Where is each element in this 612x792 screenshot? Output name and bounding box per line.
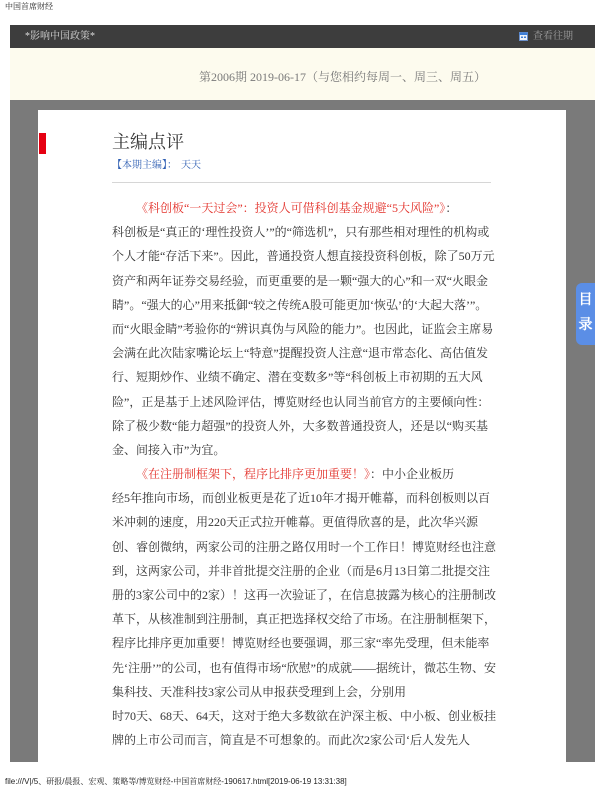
print-header-site-name: 中国首席财经 [5, 2, 53, 11]
text-line: 睛”。“强大的心”用来抵御“较之传统A股可能更加‘恢弘’的‘大起大落’”。 [112, 297, 488, 312]
text-line: 创、睿创微纳，两家公司的注册之路仅用时一个工作日！博览财经也注意 [112, 539, 497, 554]
text-line: 行、短期炒作、业绩不确定、潜在变数多”等“科创板上市初期的五大风 [112, 370, 483, 385]
text-line: 而“火眼金睛”考验你的“辨识真伪与风险的能力”。也因此，证监会主席易 [112, 321, 494, 336]
view-past-issues-label: 查看往期 [533, 31, 573, 42]
text-line: 先‘注册’”的公司，也有值得市场“欣慰”的成就——据统计，微芯生物、安 [112, 660, 496, 675]
editor-name: 天天 [181, 160, 201, 171]
editor-label: 【本期主编】： [112, 160, 177, 171]
section-title: 主编点评 [112, 132, 184, 152]
text-line: 除了极少数“能力超强”的投资人外，大多数普通投资人，还是以“购买基 [112, 418, 488, 433]
divider [112, 182, 491, 183]
text-line: 到，这两家公司，并非首批提交注册的企业（而是6月13日第二批提交注 [112, 563, 491, 578]
text-line: 会满在此次陆家嘴论坛上“特意”提醒投资人注意“退市常态化、高估值发 [112, 346, 488, 361]
calendar-icon [519, 32, 528, 41]
text-line: 革下，从核准制到注册制，真正把选择权交给了市场。在注册制框架下， [112, 612, 497, 627]
text-line: 时70天、68天、64天，这对于绝大多数欲在沪深主板、中小板、创业板挂 [112, 708, 497, 723]
table-of-contents-tab[interactable] [576, 283, 595, 345]
view-past-issues-link[interactable] [519, 30, 573, 43]
text-line: 险”，正是基于上述风险评估，博览财经也认同当前官方的主要倾向性： [112, 394, 490, 409]
article-body [112, 196, 532, 752]
headline-tail: ： [445, 201, 458, 215]
text-line: 集科技、天准科技3家公司从申报获受理到上会，分别用 [112, 684, 407, 699]
text-line: 程序比排序更加重要！博览财经也要强调，那三家“率先受理，但未能率 [112, 636, 490, 651]
text-line: 册的3家公司中的2家）！这再一次验证了，在信息披露为核心的注册制改 [112, 588, 497, 602]
text-line: 牌的上市公司而言，简直是不可想象的。而此次2家公司‘后人发先人 [112, 733, 470, 748]
headline-tail: ：中小企业板历 [370, 467, 455, 482]
text-line: 金、间接入市”为宜。 [112, 442, 226, 457]
text-line: 资产和两年证券交易经验，而更重要的是一颗“强大的心”和一双“火眼金 [112, 273, 488, 288]
paragraph-first-line [112, 462, 532, 486]
slogan-text: *影响中国政策* [25, 31, 95, 42]
top-bar [10, 25, 595, 48]
editor-line [112, 160, 201, 172]
text-line: 个人才能“存活下来”。因此，普通投资人想直接投资科创板，除了50万元 [112, 249, 495, 264]
article-card [38, 110, 566, 762]
text-line: 米冲刺的速度，用220天正式拉开帷幕。更值得欣喜的是，此次华兴源 [112, 515, 479, 530]
table-of-contents-label: 目录 [578, 292, 593, 333]
content-panel [10, 100, 595, 762]
text-line: 经5年推向市场，而创业板更是花了近10年才揭开帷幕，而科创板则以百 [112, 491, 491, 506]
print-footer-url: file:///V|/5、研报/晨报、宏观、策略等/博览财经-中国首席财经-190617.html[2019-06-19 13:31:38] [5, 777, 347, 786]
text-line: 科创板是“真正的‘理性投资人’”的“筛选机”，只有那些相对理性的机构或 [112, 225, 490, 240]
page-frame [10, 25, 595, 762]
paragraph-headline: 《在注册制框架下，程序比排序更加重要！》 [136, 467, 371, 482]
issue-banner [10, 48, 595, 100]
section-marker [39, 133, 46, 154]
issue-info-text: 第2006期 2019-06-17（与您相约每周一、周三、周五） [199, 70, 486, 84]
paragraph-headline: 《科创板“一天过会”：投资人可借科创基金规避“5大风险”》 [136, 201, 446, 215]
paragraph-first-line [112, 196, 532, 220]
